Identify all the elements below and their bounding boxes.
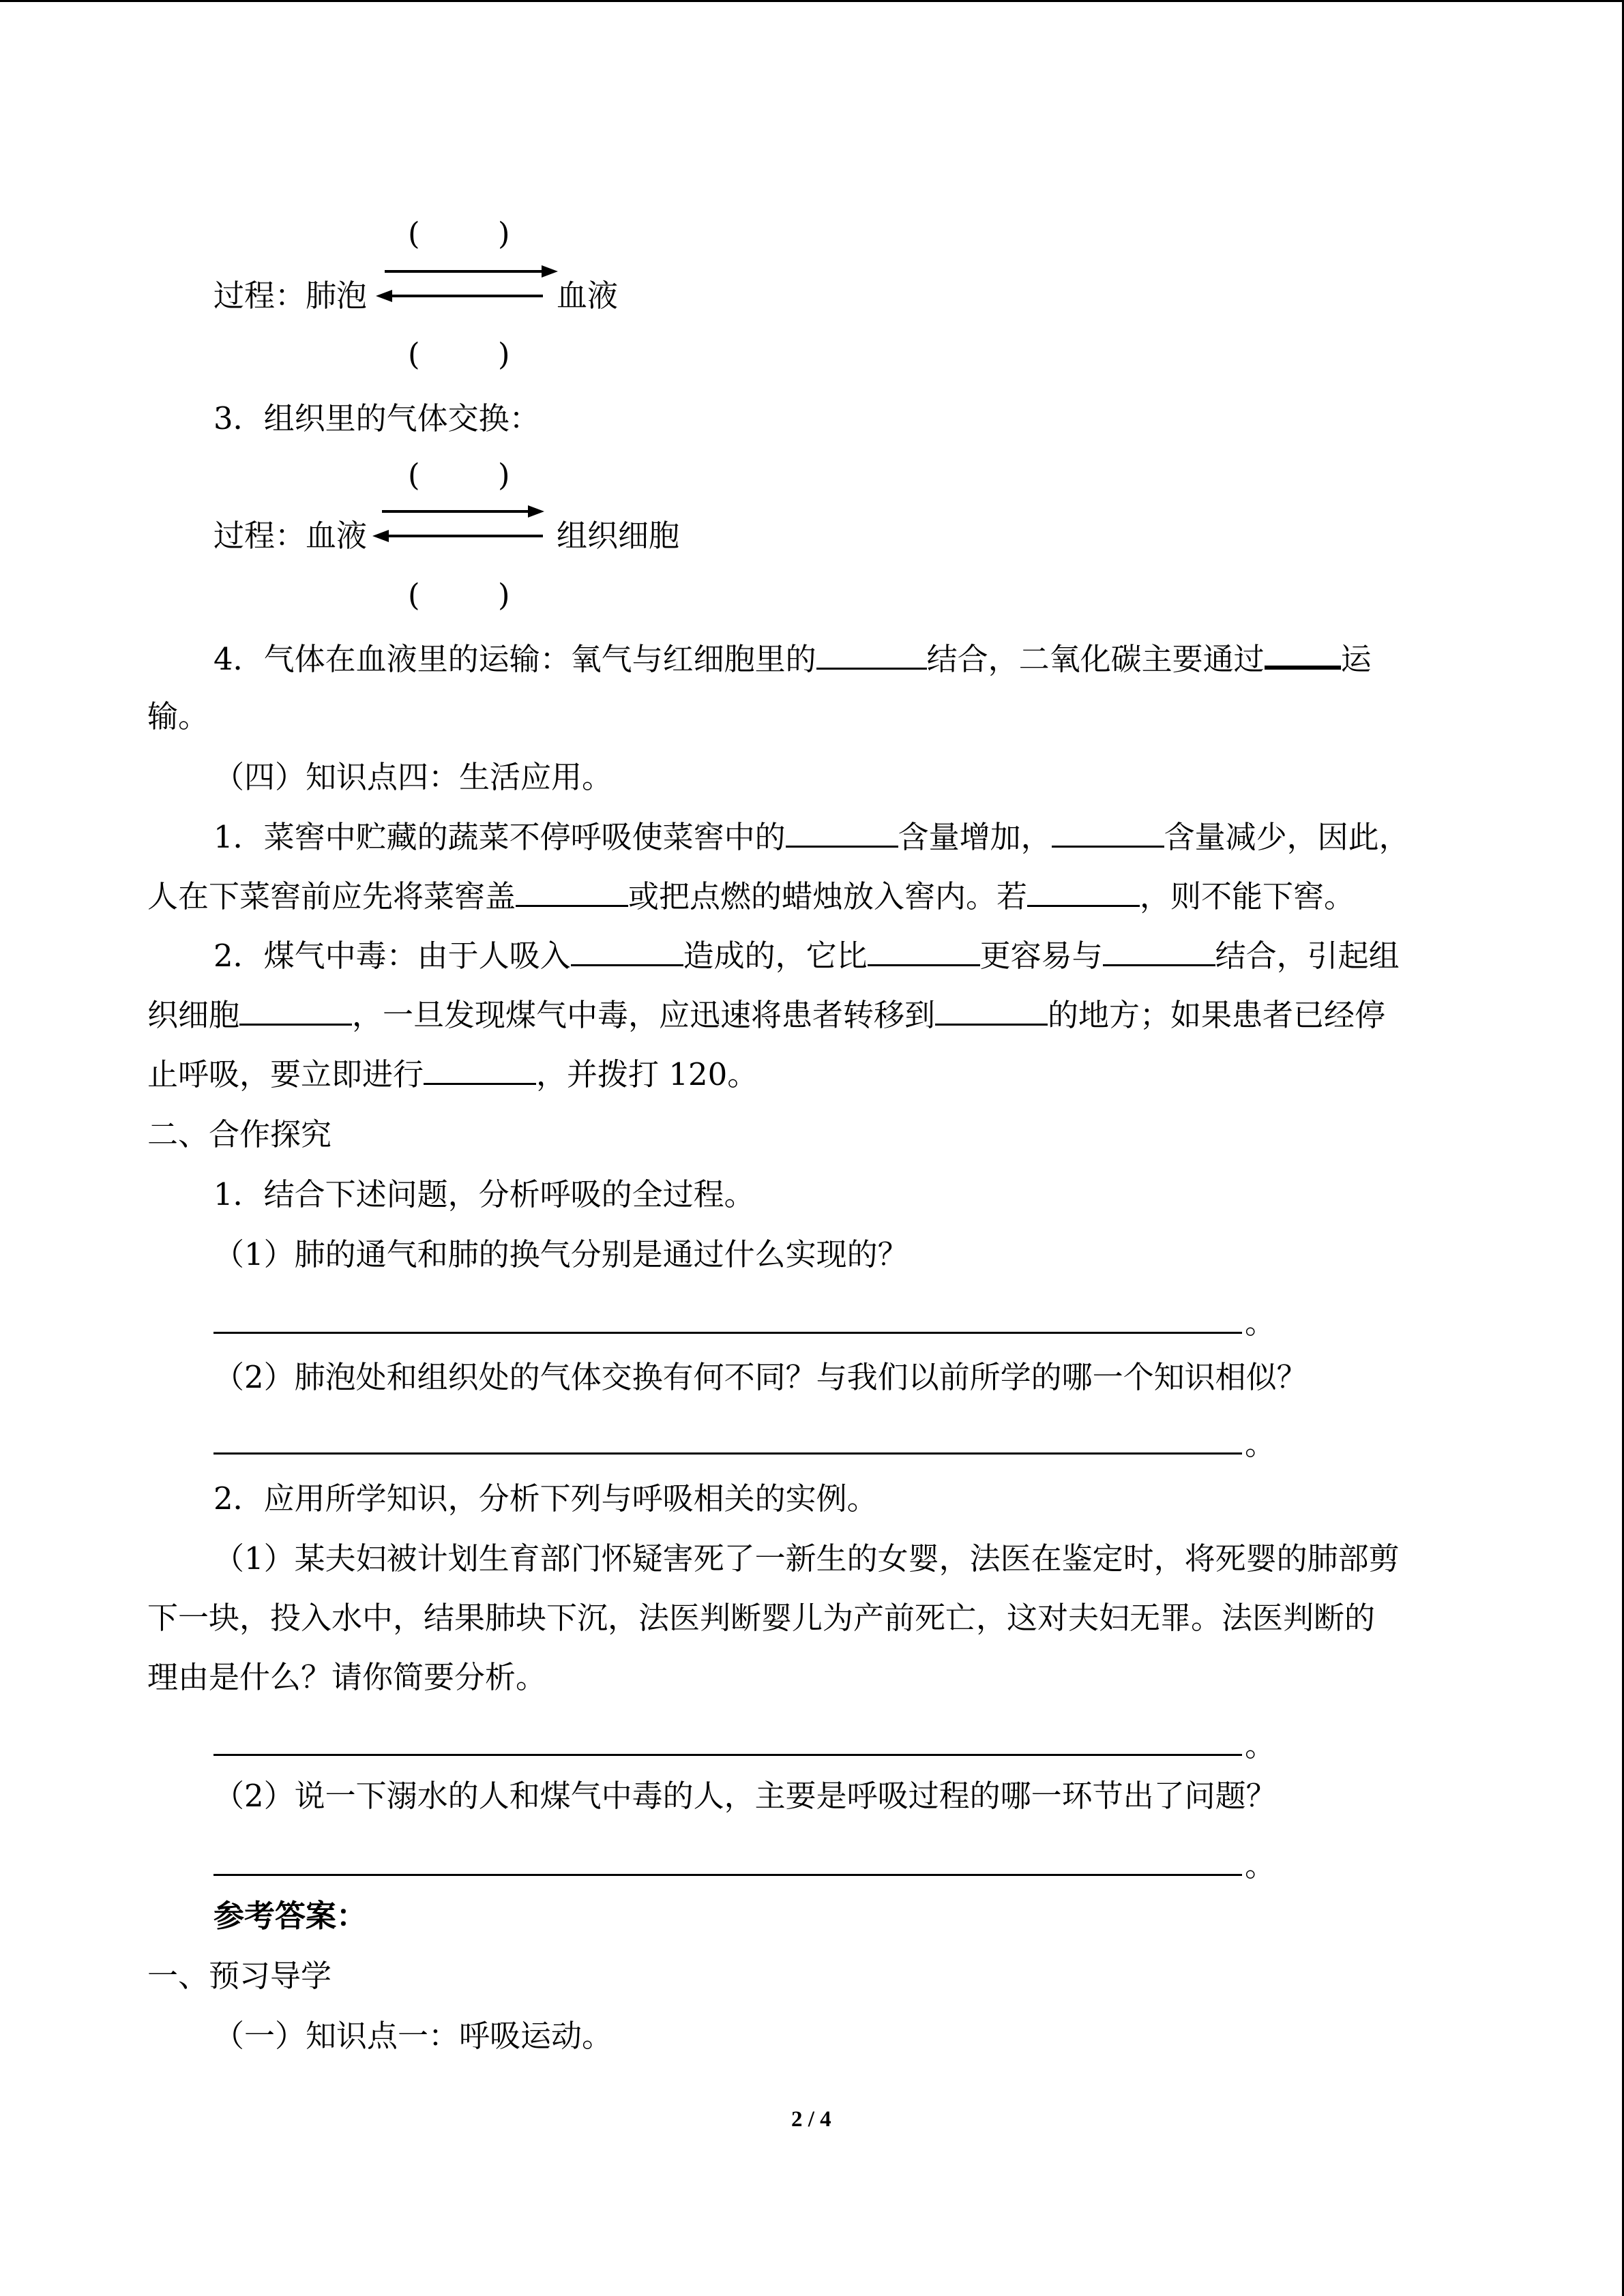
section4-title: （四）知识点四：生活应用。 — [213, 759, 613, 795]
coop1-title: 1．结合下述问题，分析呼吸的全过程。 — [213, 1176, 755, 1212]
app2-line2 — [147, 995, 1385, 1036]
diagram1-label: 过程：肺泡 — [213, 278, 368, 314]
coop2-q2: （2）说一下溺水的人和煤气中毒的人，主要是呼吸过程的哪一环节出了问题？ — [213, 1778, 1277, 1814]
page-border-top — [0, 0, 1624, 2]
answer-line-4[interactable] — [213, 1874, 1242, 1876]
coop2-q1-line1: （1）某夫妇被计划生育部门怀疑害死了一新生的女婴，法医在鉴定时，将死婴的肺部剪 — [213, 1540, 1400, 1577]
diagram2-paren-bottom: ( ) — [408, 577, 510, 613]
app2-l3-b: ，并拨打 120。 — [536, 1056, 758, 1092]
answers-section1: 一、预习导学 — [147, 1958, 332, 1994]
diagram1-right-label: 血液 — [557, 278, 619, 314]
diagram1-paren-bottom: ( ) — [408, 336, 510, 372]
answers-title: 参考答案： — [213, 1898, 368, 1934]
blank-app2-3[interactable] — [1103, 936, 1215, 966]
blank-hemoglobin[interactable] — [816, 639, 927, 670]
answer-line-1[interactable] — [213, 1332, 1242, 1334]
item4-line1-b: 结合，二氧化碳主要通过 — [926, 641, 1265, 677]
coop2-q1-line2: 下一块，投入水中，结果肺块下沉，法医判断婴儿为产前死亡，这对夫妇无罪。法医判断的 — [147, 1600, 1376, 1636]
coop1-q1: （1）肺的通气和肺的换气分别是通过什么实现的？ — [213, 1236, 909, 1272]
blank-app1-1[interactable] — [786, 817, 898, 848]
app2-line1 — [213, 936, 1400, 976]
blank-app1-3[interactable] — [516, 876, 628, 907]
coop1-q2: （2）肺泡处和组织处的气体交换有何不同？与我们以前所学的哪一个知识相似？ — [213, 1359, 1308, 1395]
app1-l1-c: 含量减少，因此， — [1164, 819, 1410, 855]
diagram1-arrows — [374, 265, 561, 303]
app2-l1-a: 2．煤气中毒：由于人吸入 — [213, 938, 571, 974]
item4-line1-c: 运 — [1340, 641, 1372, 677]
app1-line1 — [213, 817, 1410, 858]
coop2-q1-line3: 理由是什么？请你简要分析。 — [147, 1659, 547, 1695]
blank-app2-1[interactable] — [571, 936, 683, 966]
app1-l2-c: ，则不能下窖。 — [1140, 878, 1355, 914]
section2-title: 二、合作探究 — [147, 1116, 332, 1152]
blank-plasma[interactable] — [1265, 637, 1341, 670]
blank-app2-4[interactable] — [239, 995, 352, 1026]
app1-line2 — [147, 876, 1355, 917]
item3-text: 3．组织里的气体交换： — [213, 400, 540, 436]
diagram2-paren-top: ( ) — [408, 457, 510, 493]
answer-line-3[interactable] — [213, 1754, 1242, 1756]
app2-l2-a: 织细胞 — [147, 997, 240, 1033]
diagram2-label: 过程：血液 — [213, 518, 368, 554]
app2-l2-b: ，一旦发现煤气中毒，应迅速将患者转移到 — [352, 997, 936, 1033]
item4-line1-a: 4．气体在血液里的运输：氧气与红细胞里的 — [213, 641, 816, 677]
app2-l1-b: 造成的，它比 — [683, 938, 868, 974]
diagram2-arrows — [367, 505, 551, 543]
answer-line-1-end: 。 — [1245, 1304, 1276, 1341]
item4-line2: 输。 — [147, 698, 209, 734]
blank-app2-5[interactable] — [935, 995, 1048, 1026]
answer-line-2[interactable] — [213, 1452, 1242, 1455]
page-number: 2 / 4 — [791, 2107, 831, 2132]
app2-l1-d: 结合，引起组 — [1215, 938, 1400, 974]
app1-l2-a: 人在下菜窖前应先将菜窖盖 — [147, 878, 516, 914]
app1-l2-b: 或把点燃的蜡烛放入窖内。若 — [628, 878, 1028, 914]
answer-line-2-end: 。 — [1245, 1426, 1276, 1462]
app2-line3 — [147, 1054, 758, 1095]
app1-l1-b: 含量增加， — [898, 819, 1052, 855]
blank-app2-2[interactable] — [868, 936, 980, 966]
diagram2-right-label: 组织细胞 — [557, 518, 680, 554]
coop2-title: 2．应用所学知识，分析下列与呼吸相关的实例。 — [213, 1480, 878, 1517]
app2-l1-c: 更容易与 — [979, 938, 1103, 974]
blank-app2-6[interactable] — [424, 1054, 536, 1085]
app2-l3-a: 止呼吸，要立即进行 — [147, 1056, 424, 1092]
app2-l2-c: 的地方；如果患者已经停 — [1048, 997, 1386, 1033]
diagram1-paren-top: ( ) — [408, 215, 510, 252]
blank-app1-2[interactable] — [1052, 817, 1164, 848]
blank-app1-4[interactable] — [1027, 876, 1140, 907]
answers-sub1: （一）知识点一：呼吸运动。 — [213, 2018, 613, 2054]
app1-l1-a: 1．菜窖中贮藏的蔬菜不停呼吸使菜窖中的 — [213, 819, 786, 855]
item4-line1 — [213, 637, 1372, 680]
answer-line-4-end: 。 — [1245, 1847, 1276, 1883]
answer-line-3-end: 。 — [1245, 1727, 1276, 1763]
